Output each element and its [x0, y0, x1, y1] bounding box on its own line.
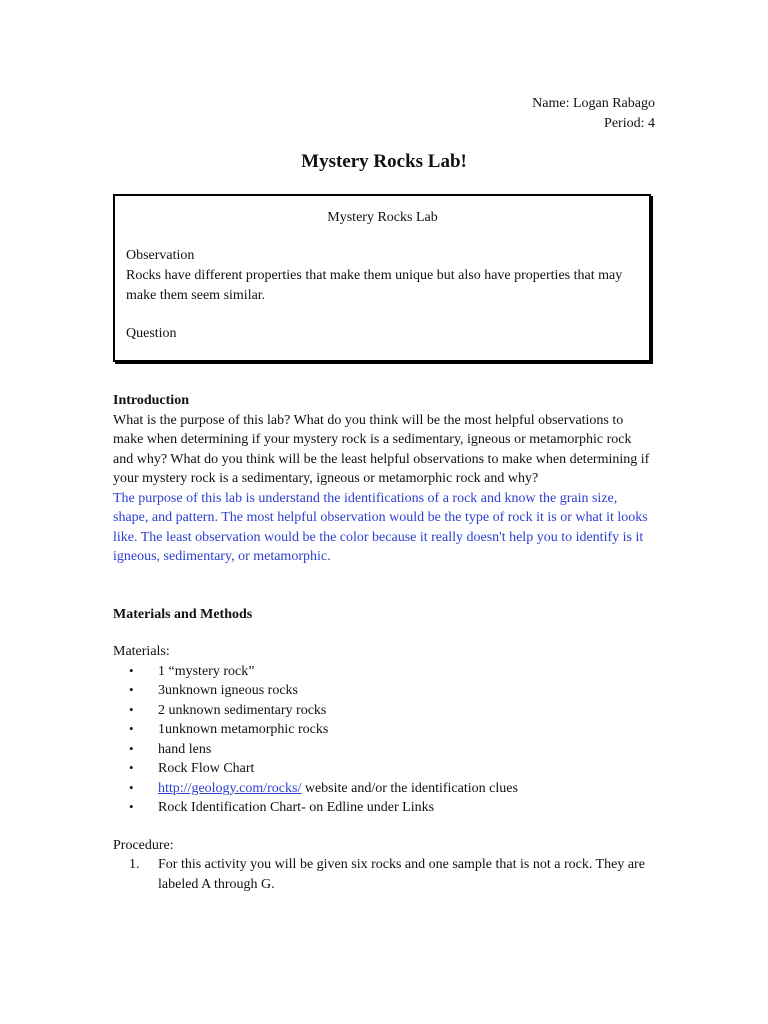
introduction-heading: Introduction [113, 393, 189, 408]
materials-list [113, 662, 653, 818]
student-period: Period: 4 [604, 116, 655, 131]
link-item-text: website and/or the identification clues [301, 780, 518, 796]
step-number: 1. [129, 857, 140, 872]
materials-label: Materials: [113, 644, 170, 659]
step-text: For this activity you will be given six rocks and one sample that is not a rock. They are labeled A through G. [158, 857, 645, 892]
main-content [113, 391, 653, 894]
bullet-icon: • [129, 799, 134, 814]
list-item: • Rock Identification Chart- on Edline under Links [129, 799, 435, 815]
procedure-list [113, 855, 653, 894]
procedure-step [113, 855, 653, 894]
procedure-label: Procedure: [113, 837, 174, 853]
list-item: • Rock Flow Chart [129, 760, 255, 776]
geology-link[interactable]: http://geology.com/rocks/ [158, 780, 302, 796]
list-item: • 3unknown igneous rocks [129, 682, 298, 698]
bullet-icon: • [129, 682, 134, 697]
bullet-icon: • [129, 662, 134, 678]
student-info [532, 94, 655, 134]
list-item [129, 779, 653, 799]
materials-methods-heading: Materials and Methods [113, 606, 253, 622]
box-title: Mystery Rocks Lab [327, 210, 438, 225]
introduction-prompt: What is the purpose of this lab? What do you think will be the most helpful observations to make when determining if your mystery rock is a sedimentary, igneous or metamorphic rock and why? What do you think will be the least helpful observations to make when determining if your mystery rock is a sedimentary, igneous or metamorphic rock and why? [113, 412, 650, 486]
bullet-icon: • [129, 721, 134, 736]
list-item: • 1unknown metamorphic rocks [129, 721, 329, 737]
introduction-answer: The purpose of this lab is understand the identifications of a rock and know the grain size, shape, and pattern. The most helpful observation would be the type of rock it is or what it looks like. The least observation would be the color because it really doesn't help you to identify is it igneous, sedimentary, or metamorphic. [113, 490, 648, 564]
bullet-icon: • [129, 760, 134, 775]
page-title: Mystery Rocks Lab! [301, 151, 467, 172]
bullet-icon: • [129, 701, 134, 717]
observation-box [113, 194, 651, 362]
bullet-icon: • [129, 740, 134, 756]
list-item: • 2 unknown sedimentary rocks [129, 701, 327, 718]
question-heading: Question [126, 326, 177, 341]
observation-heading: Observation [126, 248, 195, 263]
student-name: Name: Logan Rabago [532, 96, 655, 111]
list-item: • hand lens [129, 740, 212, 757]
list-item: • 1 “mystery rock” [129, 662, 255, 679]
observation-text: Rocks have different properties that make them unique but also have properties that may make them seem similar. [126, 268, 623, 303]
bullet-icon: • [129, 779, 134, 795]
